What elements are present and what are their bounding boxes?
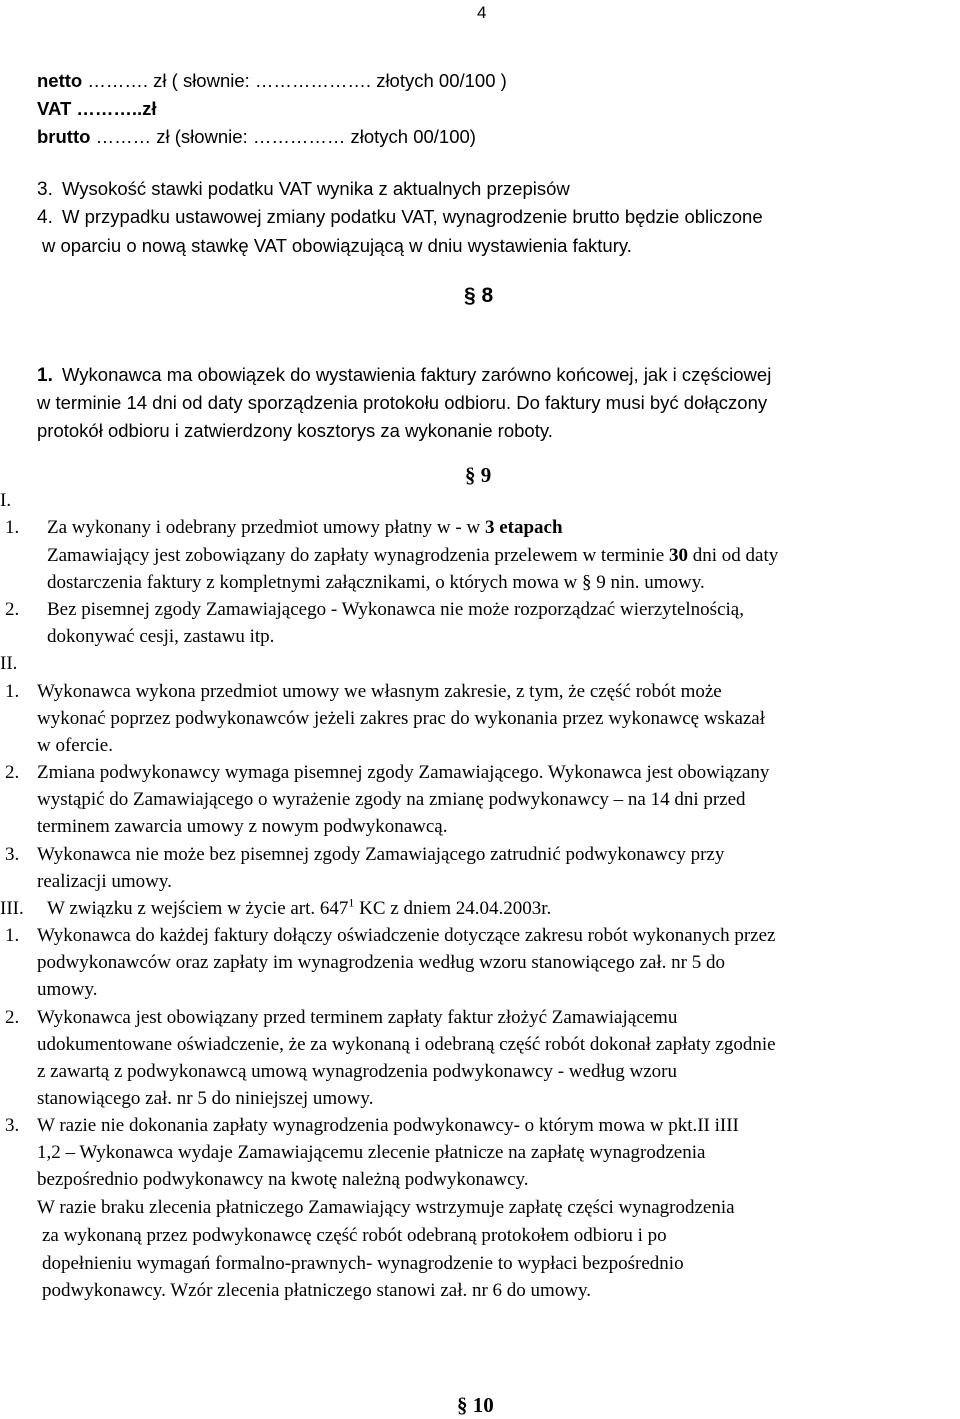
list-item-text: Wysokość stawki podatku VAT wynika z aktualnych przepisów	[62, 178, 570, 199]
list-item-number: 1.	[5, 681, 20, 702]
list-item-number: 2.	[5, 1007, 20, 1028]
text-span: dni od daty	[687, 545, 779, 566]
superscript: 1	[348, 895, 355, 910]
paragraph-line: dokonywać cesji, zastawu itp.	[47, 626, 275, 647]
paragraph-line: w ofercie.	[37, 735, 113, 756]
paragraph-line: Wykonawca do każdej faktury dołączy oświadczenie dotyczące zakresu robót wykonanych przez	[37, 925, 776, 946]
text-span-bold: 30	[668, 545, 688, 566]
paragraph-line: W razie braku zlecenia płatniczego Zamawiający wstrzymuje zapłatę części wynagrodzenia	[37, 1197, 735, 1218]
paragraph-line: Wykonawca jest obowiązany przed terminem zapłaty faktur złożyć Zamawiającemu	[37, 1007, 678, 1028]
netto-label: netto	[37, 70, 83, 91]
paragraph-line: realizacji umowy.	[37, 871, 172, 892]
brutto-rest: ……… zł (słownie: …………… złotych 00/100)	[95, 126, 476, 147]
text-span: Za wykonany i odebrany przedmiot umowy płatny w - w	[47, 517, 485, 538]
section-heading-10: § 10	[457, 1393, 494, 1417]
list-item-number: 4.	[37, 207, 53, 228]
paragraph-line: podwykonawcy. Wzór zlecenia płatniczego stanowi zał. nr 6 do umowy.	[42, 1280, 592, 1301]
paragraph-line: bezpośrednio podwykonawcy na kwotę należną podwykonawcy.	[37, 1169, 529, 1190]
list-item-number: 1.	[5, 517, 20, 538]
list-item-number: 1.	[5, 925, 20, 946]
paragraph-line	[47, 895, 552, 919]
paragraph-line: w terminie 14 dni od daty sporządzenia protokołu odbioru. Do faktury musi być dołączony	[37, 392, 768, 413]
paragraph-line: 1,2 – Wykonawca wydaje Zamawiającemu zlecenie płatnicze na zapłatę wynagrodzenia	[37, 1142, 706, 1163]
list-item-number: 3.	[37, 179, 53, 200]
text-span: W związku z wejściem w życie art. 647	[47, 898, 349, 919]
list-item-number: 2.	[5, 599, 20, 620]
text-span: KC z dniem 24.04.2003r.	[354, 898, 552, 919]
paragraph-line: stanowiącego zał. nr 5 do niniejszej umowy.	[37, 1088, 374, 1109]
vat-label: VAT	[37, 98, 72, 119]
text-span-bold: 3 etapach	[484, 517, 563, 538]
paragraph-line: terminem zawarcia umowy z nowym podwykonawcą.	[37, 816, 448, 837]
paragraph-line: Zmiana podwykonawcy wymaga pisemnej zgody Zamawiającego. Wykonawca jest obowiązany	[37, 762, 770, 783]
brutto-line	[37, 128, 476, 147]
paragraph-line: za wykonaną przez podwykonawcę część robót odebraną protokołem odbioru i po	[42, 1225, 667, 1246]
section-heading-9: § 9	[465, 463, 492, 487]
paragraph-line	[47, 518, 563, 537]
paragraph-line: udokumentowane oświadczenie, że za wykonaną i odebraną część robót dokonał zapłaty zgodnie	[37, 1034, 776, 1055]
list-item-number: 3.	[5, 1115, 20, 1136]
roman-numeral-II: II.	[0, 653, 18, 674]
page-number: 4	[477, 3, 487, 22]
roman-numeral-I: I.	[0, 490, 12, 511]
paragraph-line: z zawartą z podwykonawcą umową wynagrodzenia podwykonawcy - według wzoru	[37, 1061, 677, 1082]
netto-line	[37, 72, 507, 91]
paragraph-line: dopełnieniu wymagań formalno-prawnych- wynagrodzenie to wypłaci bezpośrednio	[42, 1253, 684, 1274]
paragraph-line: wystąpić do Zamawiającego o wyrażenie zgody na zmianę podwykonawcy – na 14 dni przed	[37, 789, 746, 810]
list-item-number: 2.	[5, 762, 20, 783]
section-heading-8: § 8	[464, 284, 494, 307]
vat-rest: ………..zł	[76, 98, 157, 119]
brutto-label: brutto	[37, 126, 91, 147]
paragraph-line: dostarczenia faktury z kompletnymi załącznikami, o których mowa w § 9 nin. umowy.	[47, 572, 705, 593]
paragraph-line	[47, 546, 778, 565]
paragraph-line: Wykonawca nie może bez pisemnej zgody Zamawiającego zatrudnić podwykonawcy przy	[37, 844, 725, 865]
list-item-number: 1.	[37, 365, 53, 386]
paragraph-line: wykonać poprzez podwykonawców jeżeli zakres prac do wykonania przez wykonawcę wskazał	[37, 708, 766, 729]
paragraph-line: W razie nie dokonania zapłaty wynagrodzenia podwykonawcy- o którym mowa w pkt.II iIII	[37, 1115, 739, 1136]
paragraph-line: Wykonawca ma obowiązek do wystawienia faktury zarówno końcowej, jak i częściowej	[62, 364, 772, 385]
roman-numeral-III: III.	[0, 898, 24, 919]
netto-rest: ………. zł ( słownie: ………………. złotych 00/100 )	[87, 70, 507, 91]
paragraph-line: Wykonawca wykona przedmiot umowy we własnym zakresie, z tym, że część robót może	[37, 681, 722, 702]
list-item-number: 3.	[5, 844, 20, 865]
vat-line	[37, 100, 157, 119]
list-item-text: W przypadku ustawowej zmiany podatku VAT, wynagrodzenie brutto będzie obliczone	[62, 206, 763, 227]
paragraph-line: umowy.	[37, 979, 98, 1000]
text-span: Zamawiający jest zobowiązany do zapłaty wynagrodzenia przelewem w terminie	[47, 545, 669, 566]
paragraph-line: protokół odbioru i zatwierdzony kosztorys za wykonanie roboty.	[37, 420, 553, 441]
paragraph-line: podwykonawców oraz zapłaty im wynagrodzenia według wzoru stanowiącego zał. nr 5 do	[37, 952, 725, 973]
paragraph-line: Bez pisemnej zgody Zamawiającego - Wykonawca nie może rozporządzać wierzytelnością,	[47, 599, 744, 620]
list-item-text: w oparciu o nową stawkę VAT obowiązującą w dniu wystawienia faktury.	[42, 235, 632, 256]
